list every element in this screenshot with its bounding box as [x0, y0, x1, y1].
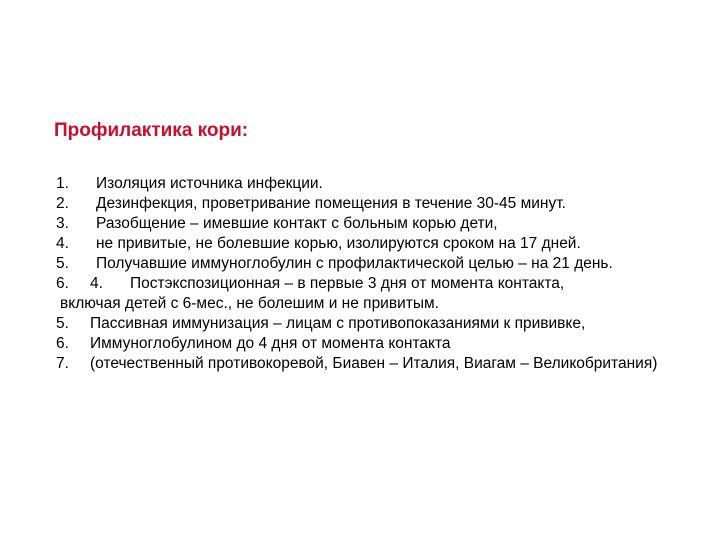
slide-title: Профилактика кори:: [54, 120, 249, 141]
item-text: Изоляция источника инфекции.: [96, 175, 323, 192]
item-number: 6.: [56, 275, 69, 292]
item-number: 1.: [56, 175, 69, 192]
list-item: [56, 314, 720, 334]
item-number: 6.: [56, 335, 69, 352]
item-text: Дезинфекция, проветривание помещения в течение 30-45 минут.: [96, 195, 566, 212]
item-number: 5.: [56, 315, 69, 332]
list-item: [56, 194, 720, 214]
list-item: [56, 214, 720, 234]
item-text: Получавшие иммуноглобулин с профилактической целью – на 21 день.: [96, 255, 613, 272]
list-item: [56, 174, 720, 194]
item-number: 5.: [56, 255, 69, 272]
item-text: (отечественный противокоревой, Биавен – Италия, Виагам – Великобритания): [90, 355, 658, 372]
item-text: Разобщение – имевшие контакт с больным корью дети,: [96, 215, 498, 232]
item-text: Иммуноглобулином до 4 дня от момента контакта: [90, 335, 451, 352]
item-number: 4.: [56, 235, 69, 252]
item-number: 3.: [56, 215, 69, 232]
item-sub-number: 4.: [90, 275, 103, 292]
list-item: [56, 274, 720, 294]
prevention-list: [56, 174, 720, 374]
list-item: [56, 254, 720, 274]
list-item: [56, 334, 720, 354]
list-item: [56, 354, 720, 374]
item-text: включая детей с 6-мес., не болешим и не привитым.: [60, 295, 439, 312]
item-number: 7.: [56, 355, 69, 372]
item-number: 2.: [56, 195, 69, 212]
item-text: Постэкспозиционная – в первые 3 дня от момента контакта,: [130, 275, 565, 292]
list-item-continuation: [56, 294, 720, 314]
item-text: не привитые, не болевшие корью, изолируются сроком на 17 дней.: [96, 235, 581, 252]
item-text: Пассивная иммунизация – лицам с противопоказаниями к прививке,: [90, 315, 586, 332]
list-item: [56, 234, 720, 254]
